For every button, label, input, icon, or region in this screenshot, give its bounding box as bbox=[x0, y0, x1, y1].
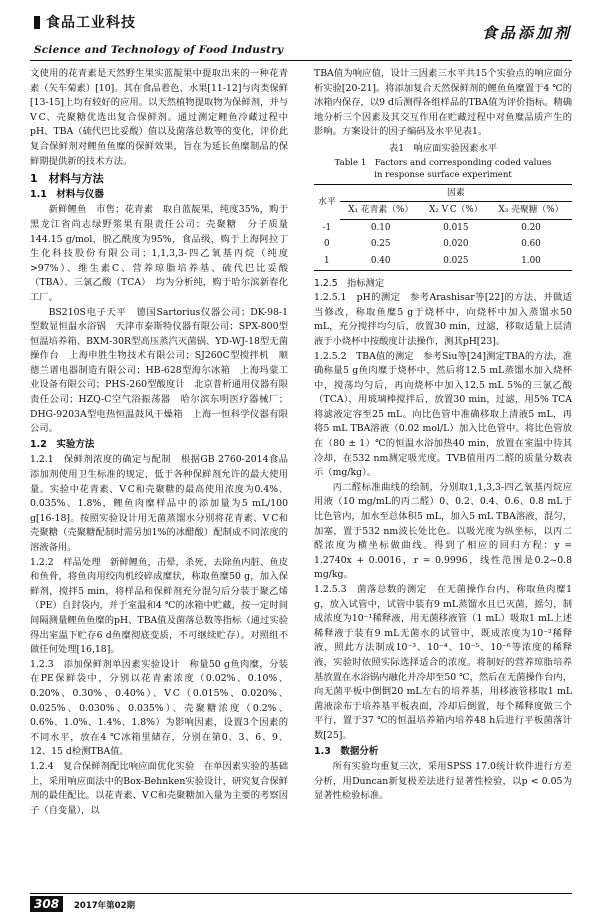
footer-rule bbox=[30, 893, 572, 894]
right-column bbox=[314, 67, 572, 804]
materials-paragraph: 新鲜鲤鱼 市售；花青素 取自蓝靛果，纯度35%，购于黑龙江省尚志绿野浆果有限责任公司；壳聚糖 分子质量144.15 g/mol，脱乙酰度为95%，食品级，购于上海阿拉丁生化科技股份有限公司；1,1,3,3-四乙氧基丙烷（纯度>97%）、维生素C、营养琼脂培养基、硫代巴比妥酸（TBA）、三氯乙酸（TCA） 均为分析纯，购于哈尔滨新春化工厂。 bbox=[30, 204, 288, 303]
left-column bbox=[30, 67, 288, 818]
subsection-heading: 1.1 材料与仪器 bbox=[30, 188, 104, 200]
page-number: 308 bbox=[30, 896, 63, 912]
journal-title-en: Science and Technology of Food Industry bbox=[34, 44, 284, 56]
method-paragraph: 1.2.1 保鲜剂浓度的确定与配制 根据GB 2760-2014食品添加剂使用卫生标准的规定，低于各种保鲜剂允许的最大使用量。实验中花青素、V C和壳聚糖的最高使用浓度为0.4%、0.035%、1.8%，鲤鱼肉糜样品中的添加量为5 mL/100 g[16-18]。按照实验设计用无菌蒸馏水分别将花青素、V C和壳聚糖（壳聚糖配制时需另加1%的冰醋酸）配制成不同浓度的溶液备用。 bbox=[30, 454, 288, 553]
table-cell: -1 bbox=[322, 222, 332, 233]
journal-title-cn: 食品工业科技 bbox=[46, 15, 136, 31]
table-cell: 0.20 bbox=[521, 222, 541, 233]
subsection-heading: 1.3 数据分析 bbox=[314, 745, 379, 757]
method-paragraph: 1.2.2 样品处理 新鲜鲤鱼，击晕，杀死，去除鱼内脏、鱼皮和鱼骨，将鱼肉用绞肉机绞碎成糜状，称取鱼糜50 g，加入保鲜剂，搅拌5 min，将样品和保鲜剂充分混匀后分装于聚乙烯（PE）自封袋内，并于室温和4 ℃的冰箱中贮藏，按一定时间间隔测量鲤鱼鱼糜的pH、TBA值及菌落总数等指标（通过实验得出室温下贮存6 d鱼糜彻底变质，不可继续贮存）。对照组不做任何处理[16,18]。 bbox=[30, 556, 288, 656]
table-group-header: 因素 bbox=[340, 184, 572, 202]
table-caption-en: Table 1 Factors and corresponding coded values bbox=[334, 157, 552, 168]
intro-paragraph: 文使用的花青素是天然野生果实蓝靛果中提取出来的一种花青素（矢车菊素）[10]。其在食品着色、水果[11-12]与肉类保鲜[13-15]上均有较好的应用。以天然植物提取物为保鲜剂，并与V C、壳聚糖优选出复合保鲜剂。通过测定鲤鱼冷藏过程中pH、TBA（硫代巴比妥酸）值以及菌落总数等的变化，评价此复合保鲜剂对鲤鱼鱼糜的保鲜效果，旨在为延长鱼糜制品的保鲜期提供新的技术方法。 bbox=[30, 68, 288, 167]
table-cell: 0.020 bbox=[443, 239, 469, 250]
table-cell: 0.40 bbox=[340, 253, 422, 270]
table-caption-en: in response surface experiment bbox=[374, 170, 512, 181]
table-row bbox=[314, 253, 572, 270]
table-caption: 表1 响应面实验因素水平 bbox=[388, 142, 498, 154]
colony-paragraph: 1.2.5.3 菌落总数的测定 在无菌操作台内，称取鱼肉糜1 g，放入试管中，试管中装有9 mL蒸馏水且已灭菌，摇匀，制成浓度为10⁻¹稀释液，用无菌移液管（1 mL）吸取1 mL上述稀释液于装有9 mL无菌水的试管中，既成浓度为10⁻²稀释液，照此方法制成10⁻³、10⁻⁴、10⁻⁵、10⁻⁶等浓度的稀释液，实验时依照实际选择适合的浓度。将制好的营养琼脂培养基放置在水浴锅内融化并冷却至50 ℃，然后在无菌操作台内，向无菌平板中倒倒20 mL左右的培养基，用移液管移取1 mL菌液涂布于培养基平板表面，冷却后倒置，每个稀释度做三个平行，置于37 ℃的恒温培养箱内培养48 h后进行平板菌落计数[25]。 bbox=[314, 584, 572, 741]
journal-logo bbox=[34, 12, 136, 32]
ph-paragraph: 1.2.5.1 pH的测定 参考Arashisar等[22]的方法，并做适当修改，称取鱼糜5 g于烧杯中，向烧杯中加入蒸馏水50 mL，充分搅拌均匀后，放置30 min，过滤，移取适量上层清液于小烧杯中按酸度计法操作，测其pH[23]。 bbox=[314, 292, 572, 347]
stats-paragraph: 所有实验均重复三次，采用SPSS 17.0统计软件进行方差分析，用Duncan新复极差法进行显著性检验，以p < 0.05为显著性检验标准。 bbox=[314, 761, 572, 802]
method-paragraph: 1.2.3 添加保鲜剂单因素实验设计 称量50 g鱼肉糜，分装在PE保鲜袋中，分别以花青素浓度（0.02%、0.10%、0.20%、0.30%、0.40%）、V C（0.015%、0.020%、0.025%、0.030%、0.035%）、壳聚糖浓度（0.2%、0.6%、1.0%、1.4%、1.8%）为影响因素，设置3个因素的不同水平，放在4 ℃冰箱里储存，分别在第0、3、6、9、12、15 d检测TBA值。 bbox=[30, 658, 288, 758]
table-cell: 0.10 bbox=[370, 222, 391, 233]
table-header: X₂ V C（%） bbox=[422, 202, 490, 220]
table-row bbox=[314, 219, 572, 236]
tba-paragraph: 1.2.5.2 TBA值的测定 参考Siu等[24]测定TBA的方法，准确称量5 g鱼肉糜于烧杯中，然后将12.5 mL蒸馏水加入烧杯中，搅荡均匀后，再向烧杯中加入12.5 mL 5%的三氯乙酸（TCA），用玻璃棒搅拌后，放置30 min，过滤，用5% TCA将滤液定容至25 mL。向比色管中准确移取上清液5 mL，再将5 mL TBA溶液（0.02 mol/L）加入比色管中。将比色管放在（80 ± 1）℃的恒温水浴加热40 min，放置在室温中待其冷却，在532 nm测定吸光度。TVB值用丙二醛的质量分数表示（mg/kg）。 bbox=[314, 350, 572, 479]
table-cell: 0.60 bbox=[521, 239, 541, 250]
issue-label: 2017年第02期 bbox=[74, 901, 135, 911]
subsection-heading: 1.2.5 指标测定 bbox=[314, 277, 385, 289]
instruments-paragraph: BS210S电子天平 德国Sartorius仪器公司；DK-98-1型数显恒温水浴锅 天津市泰斯特仪器有限公司；SPX-800型恒温培养箱、BXM-30R型高压蒸汽灭菌锅、YD-WJ-18型无菌操作台 上海申胜生物技术有限公司；SJ260C型搅拌机 顺德兰谱电器制造有限公司；HB-628型海尔冰箱 上海玛蒙工业设备有限公司；PHS-260型酸度计 北京普析通用仪器有限责任公司；HZQ-C空气浴振荡器 哈尔滨东明医疗器械厂；DHG-9203A型电热恒温鼓风干燥箱 上海一恒科学仪器有限公司。 bbox=[30, 306, 288, 435]
table-cell: 1 bbox=[314, 253, 340, 270]
header-rule bbox=[30, 60, 572, 61]
table-cell: 0.25 bbox=[370, 239, 391, 250]
factors-table bbox=[314, 184, 572, 271]
rsm-paragraph: TBA值为响应值，设计三因素三水平共15个实验点的响应面分析实验[20-21]。将添加复合天然保鲜剂的鲤鱼鱼糜置于4 ℃的冰箱内保存，以9 d后测得各组样品的TBA值为评价指标。精确地分析三个因素及其交互作用在贮藏过程中对鱼糜品质产生的影响。方案设计的因子编码及水平见表1。 bbox=[314, 68, 572, 138]
table-cell: 0.015 bbox=[443, 222, 469, 233]
table-corner: 水平 bbox=[314, 184, 340, 219]
table-cell: 1.00 bbox=[490, 253, 572, 270]
subsection-heading: 1.2 实验方法 bbox=[30, 438, 95, 450]
column-title: 食品添加剂 bbox=[481, 24, 572, 42]
table-header: X₁ 花青素（%） bbox=[340, 202, 422, 220]
method-paragraph: 1.2.4 复合保鲜剂配比响应面优化实验 在单因素实验的基础上，采用响应面法中的Box-Behnken实验设计，研究复合保鲜剂的最佳配比。以花青素、V C和壳聚糖加入量为主要的考察因子（自变量），以 bbox=[30, 760, 288, 816]
section-heading: 1 材料与方法 bbox=[30, 172, 104, 186]
logo-mark bbox=[34, 16, 40, 29]
standard-curve-paragraph: 丙二醛标准曲线的绘制，分别取1,1,3,3-四乙氧基丙烷应用液（10 mg/mL的丙二醛）0、0.2、0.4、0.6、0.8 mL于比色管内，加水至总体积5 mL，加入5 mL TBA溶液，混匀，加塞，置于532 nm波长处比色。以吸光度为纵坐标，以丙二醛浓度为横坐标做曲线。得到了相应的回归方程：y = 1.2740x + 0.0016，r = 0.9996，线性范围是0.2~0.8 mg/kg。 bbox=[314, 481, 572, 581]
table-header: X₃ 壳聚糖（%） bbox=[490, 202, 572, 220]
table-cell: 0.025 bbox=[422, 253, 490, 270]
table-row bbox=[314, 236, 572, 253]
table-cell: 0 bbox=[324, 239, 330, 250]
